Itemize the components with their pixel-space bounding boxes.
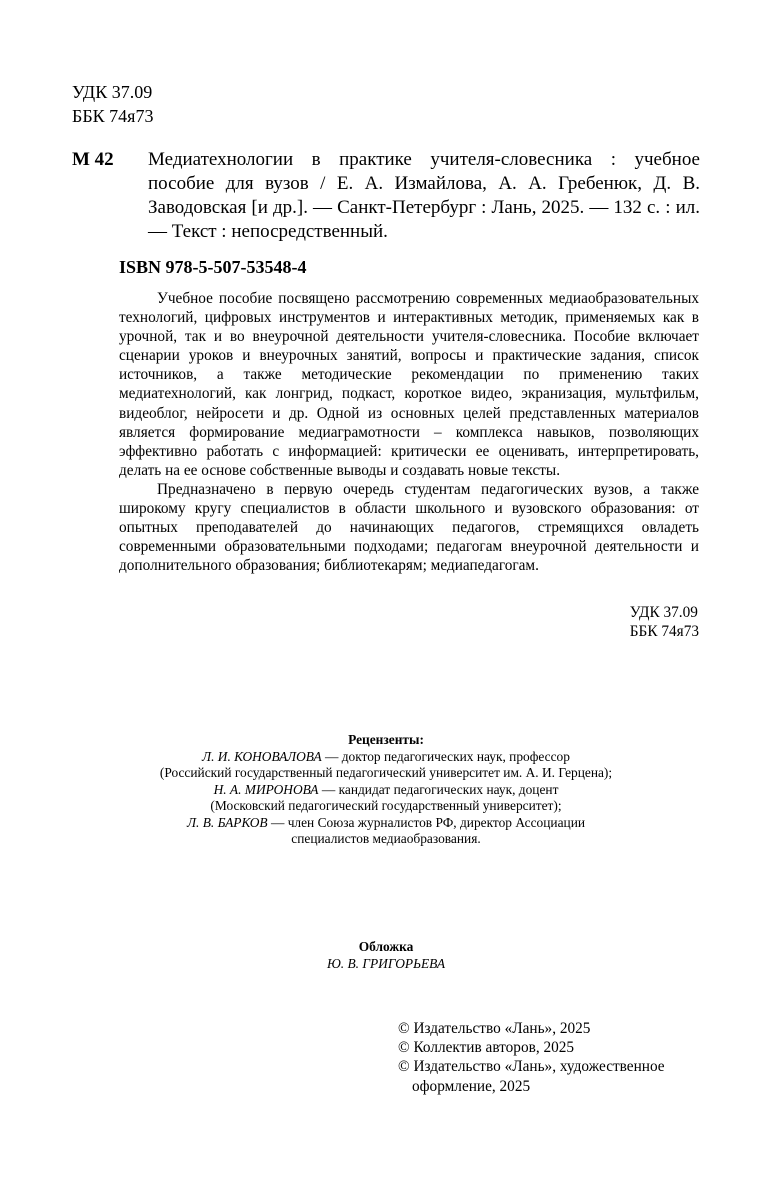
annotation — [119, 289, 699, 575]
isbn: ISBN 978-5-507-53548-4 — [119, 257, 307, 277]
cover-designer: Ю. В. ГРИГОРЬЕВА — [326, 955, 446, 971]
reviewer-2-name: Н. А. МИРОНОВА — [213, 781, 319, 797]
reviewer-2-org: (Московский педагогический государственный университет); — [210, 798, 562, 813]
author-mark: М 42 — [72, 149, 114, 170]
reviewer-2 — [72, 782, 700, 799]
reviewer-3-name: Л. В. БАРКОВ — [186, 814, 268, 830]
reviewer-3-org: специалистов медиаобразования. — [291, 831, 481, 846]
annotation-paragraph-1: Учебное пособие посвящено рассмотрению современных медиаобразовательных технологий, цифровых инструментов и интерактивных методик, применяемых как в урочной, так и во внеурочной деятельности учителя-словесника. Пособие включает сценарии уроков и внеурочных занятий, вопросы и практические задания, список источников, а также методические рекомендации по применению таких медиатехнологий, как лонгрид, подкаст, короткое видео, экранизация, мультфильм, видеоблог, нейросети и др. Одной из основных целей представленных материалов является формирование медиаграмотности – комплекса навыков, позволяющих эффективно работать с информацией: критически ее оценивать, интерпретировать, делать на ее основе собственные выводы и создавать новые тексты. — [119, 290, 699, 479]
classification-codes-top — [72, 80, 153, 128]
reviewer-1-name: Л. И. КОНОВАЛОВА — [202, 748, 322, 764]
bbk-code: ББК 74я73 — [72, 106, 154, 126]
reviewer-1-org: (Российский государственный педагогический университет им. А. И. Герцена); — [159, 765, 613, 780]
reviewer-1 — [72, 749, 700, 766]
copyright-line-4: оформление, 2025 — [412, 1077, 531, 1095]
classification-codes-bottom — [630, 603, 699, 641]
reviewers-block — [72, 732, 700, 848]
copyright-line-3: © Издательство «Лань», художественное — [398, 1058, 665, 1076]
udk-code-bottom: УДК 37.09 — [629, 604, 698, 621]
cover-title: Обложка — [358, 939, 414, 954]
reviewers-title: Рецензенты: — [348, 732, 424, 747]
reviewer-2-role: — кандидат педагогических наук, доцент — [318, 781, 559, 797]
reviewer-3-role: — член Союза журналистов РФ, директор Ассоциации — [267, 814, 586, 830]
bibliographic-entry — [72, 148, 700, 244]
copyright-line-1: © Издательство «Лань», 2025 — [398, 1020, 591, 1037]
reviewer-3 — [72, 815, 700, 832]
bibliographic-description: Медиатехнологии в практике учителя-словесника : учебное пособие для вузов / Е. А. Измайлова, А. А. Гребенюк, Д. В. Заводовская [и др.]. — Санкт-Петербург : Лань, 2025. — 132 с. : ил. — Текст : непосредственный. — [148, 149, 700, 242]
copyright-line-2: © Коллектив авторов, 2025 — [398, 1039, 575, 1057]
copyright-block — [398, 1019, 665, 1096]
reviewer-1-role: — доктор педагогических наук, профессор — [321, 748, 570, 764]
bbk-code-bottom: ББК 74я73 — [629, 623, 699, 640]
cover-credit — [72, 939, 700, 972]
udk-code: УДК 37.09 — [72, 82, 153, 102]
annotation-paragraph-2: Предназначено в первую очередь студентам педагогических вузов, а также широкому кругу специалистов в области школьного и вузовского образования: от опытных преподавателей до начинающих педагогов, стремящихся овладеть современными образовательными подходами; педагогам внеурочной деятельности и дополнительного образования; библиотекарям; медиапедагогам. — [119, 480, 699, 575]
